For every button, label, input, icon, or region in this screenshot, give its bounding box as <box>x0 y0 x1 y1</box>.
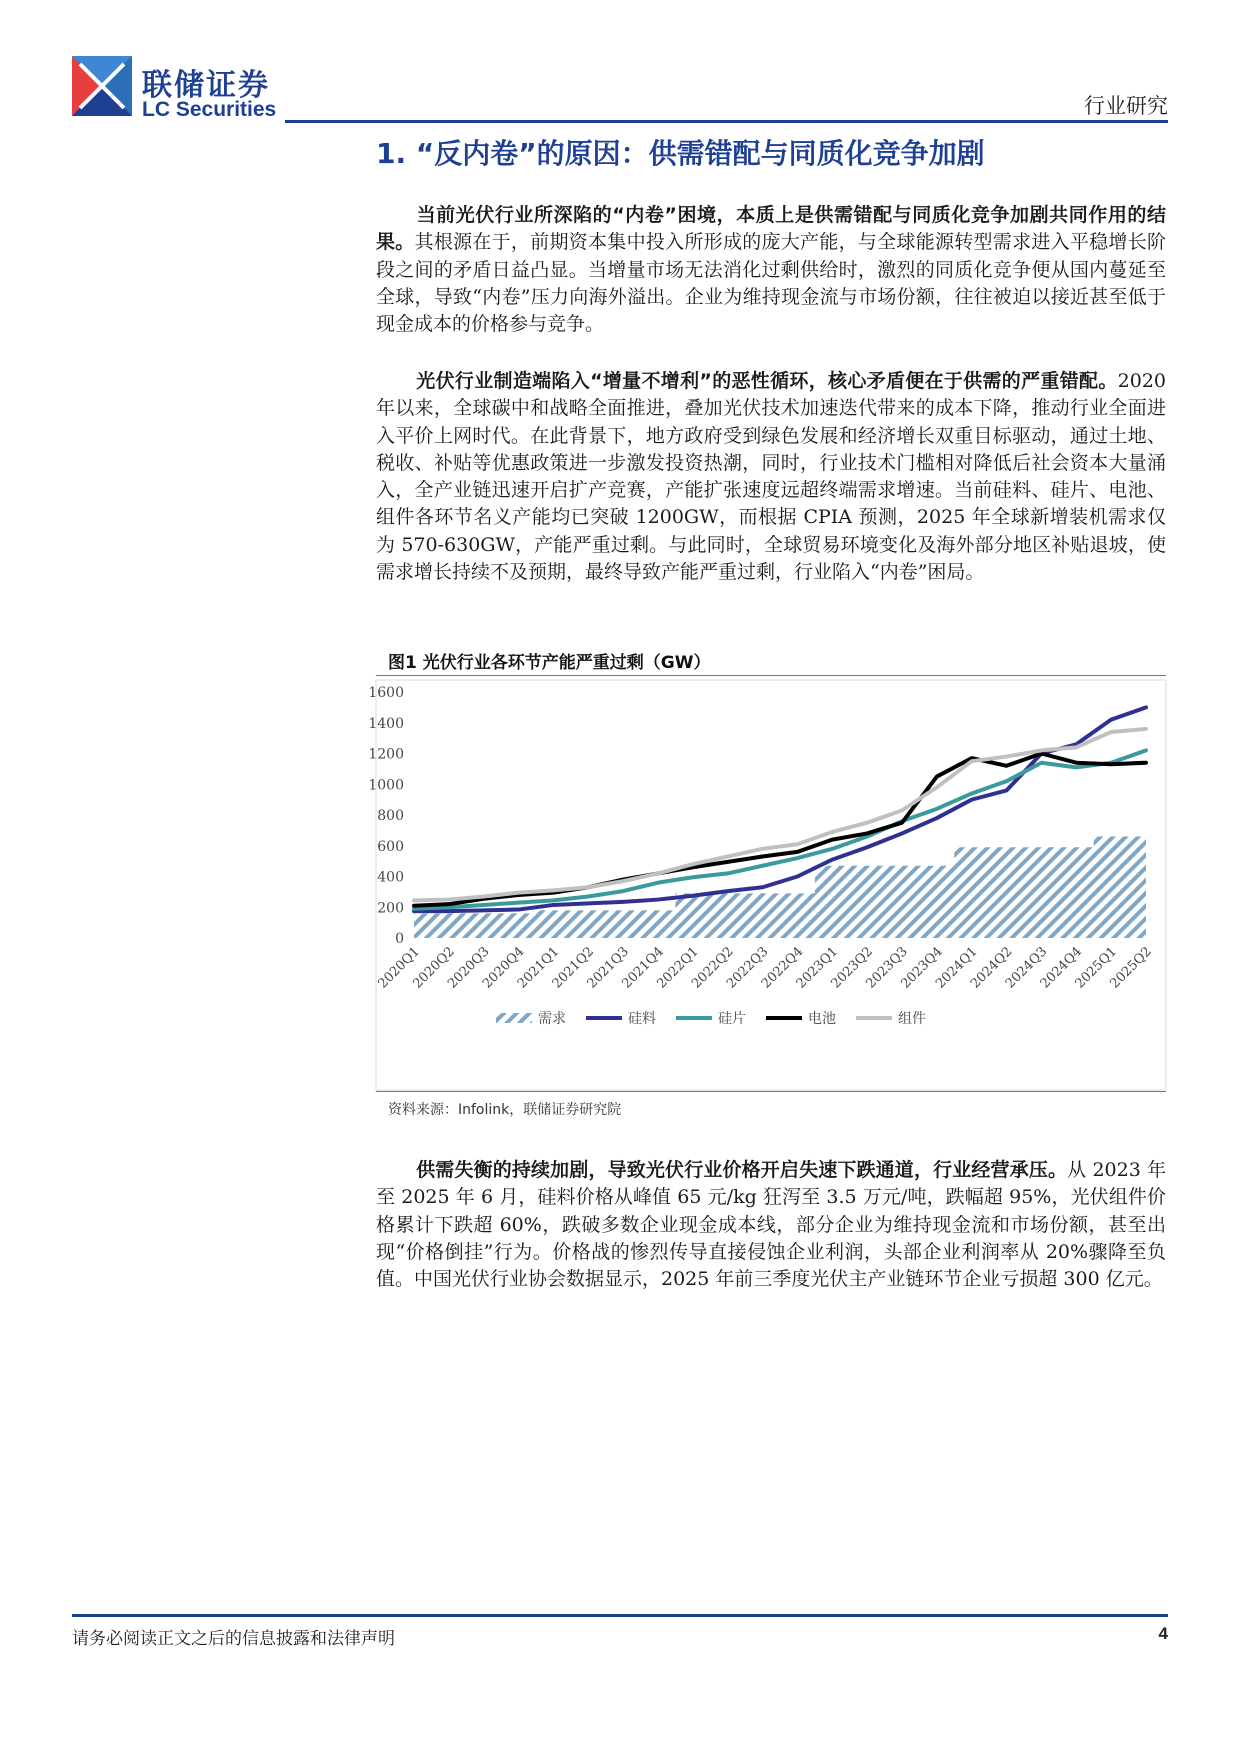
paragraph-3-body: 从 2023 年至 2025 年 6 月，硅料价格从峰值 65 元/kg 狂泻至 3.5 万元/吨，跌幅超 95%，光伏组件价格累计下跌超 60%，跌破多数企业现金成本线，部分企业为维持现金流和市场份额，甚至出现“价格倒挂”行为。价格战的惨烈传导直接侵蚀企业利润，头部企业利润率从 20%骤降至负值。中国光伏行业协会数据显示，2025 年前三季度光伏主产业链环节企业亏损超 300 亿元。 <box>376 1159 1166 1291</box>
report-type-label: 行业研究 <box>1084 94 1168 118</box>
x-tick-label: 2022Q4 <box>758 944 807 992</box>
footer-disclaimer: 请务必阅读正文之后的信息披露和法律声明 <box>72 1629 395 1649</box>
x-tick-label: 2024Q2 <box>968 944 1016 992</box>
y-tick-label: 0 <box>395 931 404 947</box>
logo-english-name: LC Securities <box>142 98 277 121</box>
company-logo-icon <box>72 56 132 116</box>
x-tick-label: 2023Q2 <box>828 944 876 992</box>
y-tick-label: 800 <box>377 808 404 824</box>
x-tick-label: 2025Q1 <box>1072 944 1120 992</box>
paragraph-2-body: 2020 年以来，全球碳中和战略全面推进，叠加光伏技术加速迭代带来的成本下降，推动行业全面进入平价上网时代。在此背景下，地方政府受到绿色发展和经济增长双重目标驱动，通过土地、税收、补贴等优惠政策进一步激发投资热潮，同时，行业技术门槛相对降低后社会资本大量涌入，全产业链迅速开启扩产竞赛，产能扩张速度远超终端需求增速。当前硅料、硅片、电池、组件各环节名义产能均已突破 1200GW，而根据 CPIA 预测，2025 年全球新增装机需求仅为 570-630GW，产能严重过剩。与此同时，全球贸易环境变化及海外部分地区补贴退坡，使需求增长持续不及预期，最终导致产能严重过剩，行业陷入“内卷”困局。 <box>376 370 1166 584</box>
header-divider <box>285 120 1168 123</box>
capacity-line-chart <box>368 680 1166 1090</box>
x-tick-label: 2020Q2 <box>410 944 458 992</box>
legend-label-组件: 组件 <box>898 1011 926 1027</box>
figure-bottom-rule <box>376 1091 1166 1092</box>
legend-label-硅片: 硅片 <box>718 1011 746 1027</box>
y-tick-label: 1600 <box>368 685 404 701</box>
figure-source: 资料来源：Infolink，联储证券研究院 <box>388 1102 622 1118</box>
x-tick-label: 2024Q4 <box>1037 944 1086 992</box>
x-tick-label: 2020Q1 <box>375 944 423 992</box>
x-tick-label: 2020Q4 <box>480 944 528 992</box>
figure-title: 图1 光伏行业各环节产能严重过剩（GW） <box>388 653 711 673</box>
paragraph-3-lead: 供需失衡的持续加剧，导致光伏行业价格开启失速下跌通道，行业经营承压。 <box>416 1159 1068 1181</box>
x-tick-label: 2021Q3 <box>584 944 632 992</box>
x-tick-label: 2022Q1 <box>654 944 702 992</box>
x-tick-label: 2025Q2 <box>1107 944 1155 992</box>
page-header <box>72 56 1168 126</box>
figure-top-rule <box>376 675 1166 676</box>
legend-label-硅料: 硅料 <box>628 1011 656 1027</box>
x-tick-label: 2021Q2 <box>549 944 598 992</box>
legend-label-需求: 需求 <box>538 1011 566 1027</box>
paragraph-3 <box>376 1157 1166 1293</box>
x-tick-label: 2024Q1 <box>933 944 981 992</box>
footer-divider <box>72 1614 1168 1617</box>
paragraph-2-lead: 光伏行业制造端陷入“增量不增利”的恶性循环，核心矛盾便在于供需的严重错配。 <box>416 370 1118 392</box>
legend-swatch-需求 <box>496 1013 532 1023</box>
x-tick-label: 2023Q4 <box>898 944 946 992</box>
y-tick-label: 1200 <box>368 746 404 763</box>
x-tick-label: 2023Q1 <box>793 944 842 992</box>
paragraph-2 <box>376 368 1166 586</box>
x-tick-label: 2024Q3 <box>1002 944 1051 992</box>
y-tick-label: 400 <box>377 869 404 886</box>
x-tick-label: 2022Q2 <box>689 944 737 992</box>
x-tick-label: 2020Q3 <box>445 944 493 992</box>
x-tick-label: 2021Q1 <box>514 944 563 992</box>
y-tick-label: 1400 <box>368 715 404 732</box>
page-number: 4 <box>1158 1624 1168 1643</box>
y-tick-label: 1000 <box>368 777 404 794</box>
section-title: 1. “反内卷”的原因：供需错配与同质化竞争加剧 <box>376 137 985 170</box>
x-tick-label: 2022Q3 <box>724 944 772 992</box>
x-tick-label: 2021Q4 <box>619 944 667 992</box>
paragraph-1-body: 其根源在于，前期资本集中投入所形成的庞大产能，与全球能源转型需求进入平稳增长阶段之间的矛盾日益凸显。当增量市场无法消化过剩供给时，激烈的同质化竞争便从国内蔓延至全球，导致“内卷”压力向海外溢出。企业为维持现金流与市场份额，往往被迫以接近甚至低于现金成本的价格参与竞争。 <box>376 231 1166 336</box>
y-tick-label: 200 <box>377 900 404 917</box>
x-tick-label: 2023Q3 <box>863 944 911 992</box>
logo-chinese-name: 联储证券 <box>142 68 270 103</box>
y-tick-label: 600 <box>377 838 404 855</box>
paragraph-1-lead: 当前光伏行业所深陷的“内卷”困境，本质上是供需错配与同质化竞争加剧共同作用的结果。 <box>376 204 1166 254</box>
paragraph-1 <box>376 202 1166 338</box>
legend-label-电池: 电池 <box>808 1011 836 1027</box>
